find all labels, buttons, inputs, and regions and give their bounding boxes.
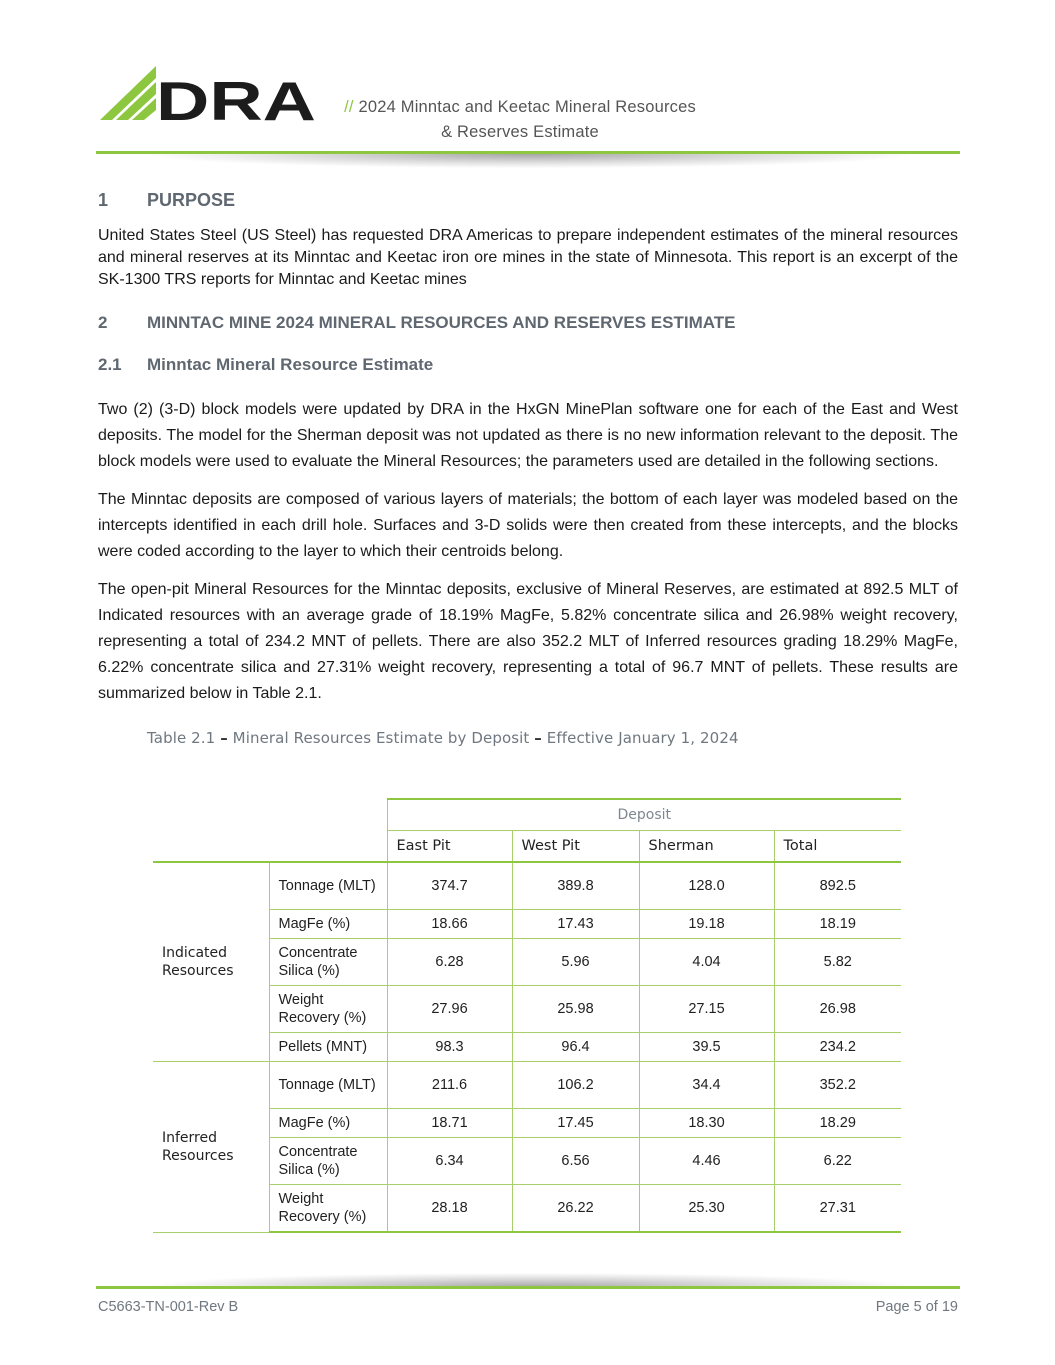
- cell-value: 5.82: [774, 939, 901, 986]
- row-param: MagFe (%): [269, 1109, 387, 1138]
- cell-value: 6.28: [387, 939, 512, 986]
- header-title-line1: 2024 Minntac and Keetac Mineral Resources: [358, 98, 696, 116]
- section-number: 2.1: [98, 355, 122, 374]
- cell-value: 96.4: [512, 1033, 639, 1062]
- cell-value: 5.96: [512, 939, 639, 986]
- deposit-header: Deposit: [387, 799, 901, 831]
- section-heading-2-1: [98, 355, 958, 375]
- cell-value: 18.19: [774, 910, 901, 939]
- cell-value: 25.98: [512, 986, 639, 1033]
- column-header: West Pit: [512, 831, 639, 863]
- purpose-paragraph: United States Steel (US Steel) has requested DRA Americas to prepare independent estimates of the mineral resources and mineral reserves at its Minntac and Keetac iron ore mines in the state of Minnesota. This report is an excerpt of the SK-1300 TRS reports for Minntac and Keetac mines: [98, 227, 958, 288]
- cell-value: 27.96: [387, 986, 512, 1033]
- header-title-line2: & Reserves Estimate: [441, 123, 599, 141]
- section-heading-2: [98, 313, 958, 333]
- cell-value: 26.22: [512, 1185, 639, 1233]
- column-header: Sherman: [639, 831, 774, 863]
- cell-value: 106.2: [512, 1062, 639, 1109]
- cell-value: 892.5: [774, 862, 901, 910]
- row-param: Concentrate Silica (%): [269, 939, 387, 986]
- row-param: Weight Recovery (%): [269, 986, 387, 1033]
- caption-effective-date: Effective January 1, 2024: [546, 729, 739, 747]
- footer-rule: [96, 1286, 960, 1289]
- section-title: MINNTAC MINE 2024 MINERAL RESOURCES AND RESERVES ESTIMATE: [147, 313, 736, 332]
- cell-value: 25.30: [639, 1185, 774, 1233]
- cell-value: 389.8: [512, 862, 639, 910]
- row-param: Concentrate Silica (%): [269, 1138, 387, 1185]
- body-paragraph-3: The open-pit Mineral Resources for the Minntac deposits, exclusive of Mineral Reserves, are estimated at 892.5 MLT of Indicated resources with an average grade of 18.19% MagFe, 5.82% concentrate silica and 26.98% weight recovery, representing a total of 234.2 MNT of pellets. There are also 352.2 MLT of Inferred resources grading 18.29% MagFe, 6.22% concentrate silica and 27.31% weight recovery, representing a total of 96.7 MNT of pellets. These results are summarized below in Table 2.1.: [98, 581, 958, 702]
- cell-value: 211.6: [387, 1062, 512, 1109]
- footer-doc-id: C5663-TN-001-Rev B: [98, 1299, 239, 1315]
- body-paragraph-2: The Minntac deposits are composed of various layers of materials; the bottom of each layer was modeled based on the intercepts identified in each drill hole. Surfaces and 3-D solids were then created from these intercepts, and the blocks were coded according to the layer to which their centroids belong.: [98, 491, 958, 560]
- row-param: Tonnage (MLT): [269, 1062, 387, 1109]
- resources-table: [153, 798, 901, 1233]
- indicated-group-label: Indicated Resources: [153, 862, 269, 1062]
- section-title: Minntac Mineral Resource Estimate: [147, 355, 434, 374]
- page-content: [98, 190, 958, 757]
- column-header: East Pit: [387, 831, 512, 863]
- cell-value: 6.22: [774, 1138, 901, 1185]
- cell-value: 98.3: [387, 1033, 512, 1062]
- cell-value: 18.66: [387, 910, 512, 939]
- header-slashes: //: [344, 98, 354, 116]
- cell-value: 19.18: [639, 910, 774, 939]
- section-heading-1: [98, 190, 958, 211]
- cell-value: 18.71: [387, 1109, 512, 1138]
- cell-value: 17.43: [512, 910, 639, 939]
- row-param: Pellets (MNT): [269, 1033, 387, 1062]
- cell-value: 26.98: [774, 986, 901, 1033]
- caption-dash: –: [534, 729, 542, 747]
- row-param: MagFe (%): [269, 910, 387, 939]
- table-caption: [147, 729, 958, 747]
- cell-value: 6.56: [512, 1138, 639, 1185]
- row-param: Tonnage (MLT): [269, 862, 387, 910]
- cell-value: 27.31: [774, 1185, 901, 1233]
- cell-value: 6.34: [387, 1138, 512, 1185]
- cell-value: 352.2: [774, 1062, 901, 1109]
- header-title: [330, 95, 710, 145]
- caption-dash: –: [220, 729, 228, 747]
- column-header: Total: [774, 831, 901, 863]
- caption-number: Table 2.1: [147, 729, 216, 747]
- dra-logo: [100, 66, 318, 124]
- cell-value: 18.30: [639, 1109, 774, 1138]
- cell-value: 18.29: [774, 1109, 901, 1138]
- inferred-group-label: Inferred Resources: [153, 1062, 269, 1233]
- footer-page-number: Page 5 of 19: [875, 1299, 958, 1315]
- cell-value: 27.15: [639, 986, 774, 1033]
- row-param: Weight Recovery (%): [269, 1185, 387, 1233]
- cell-value: 4.04: [639, 939, 774, 986]
- cell-value: 34.4: [639, 1062, 774, 1109]
- cell-value: 234.2: [774, 1033, 901, 1062]
- cell-value: 39.5: [639, 1033, 774, 1062]
- cell-value: 17.45: [512, 1109, 639, 1138]
- logo-text: DRA: [156, 70, 316, 124]
- cell-value: 128.0: [639, 862, 774, 910]
- section-number: 1: [98, 190, 109, 210]
- table-corner: [153, 799, 387, 862]
- cell-value: 4.46: [639, 1138, 774, 1185]
- section-title: PURPOSE: [147, 190, 236, 210]
- footer-shadow: [150, 1273, 910, 1287]
- body-paragraph-1: Two (2) (3-D) block models were updated by DRA in the HxGN MinePlan software one for each of the East and West deposits. The model for the Sherman deposit was not updated as there is no new information relevant to the deposit. The block models were used to evaluate the Mineral Resources; the parameters used are detailed in the following sections.: [98, 401, 958, 470]
- cell-value: 28.18: [387, 1185, 512, 1233]
- header-shadow: [150, 154, 910, 168]
- caption-title: Mineral Resources Estimate by Deposit: [232, 729, 530, 747]
- section-number: 2: [98, 313, 108, 332]
- cell-value: 374.7: [387, 862, 512, 910]
- page-header: [0, 0, 1055, 170]
